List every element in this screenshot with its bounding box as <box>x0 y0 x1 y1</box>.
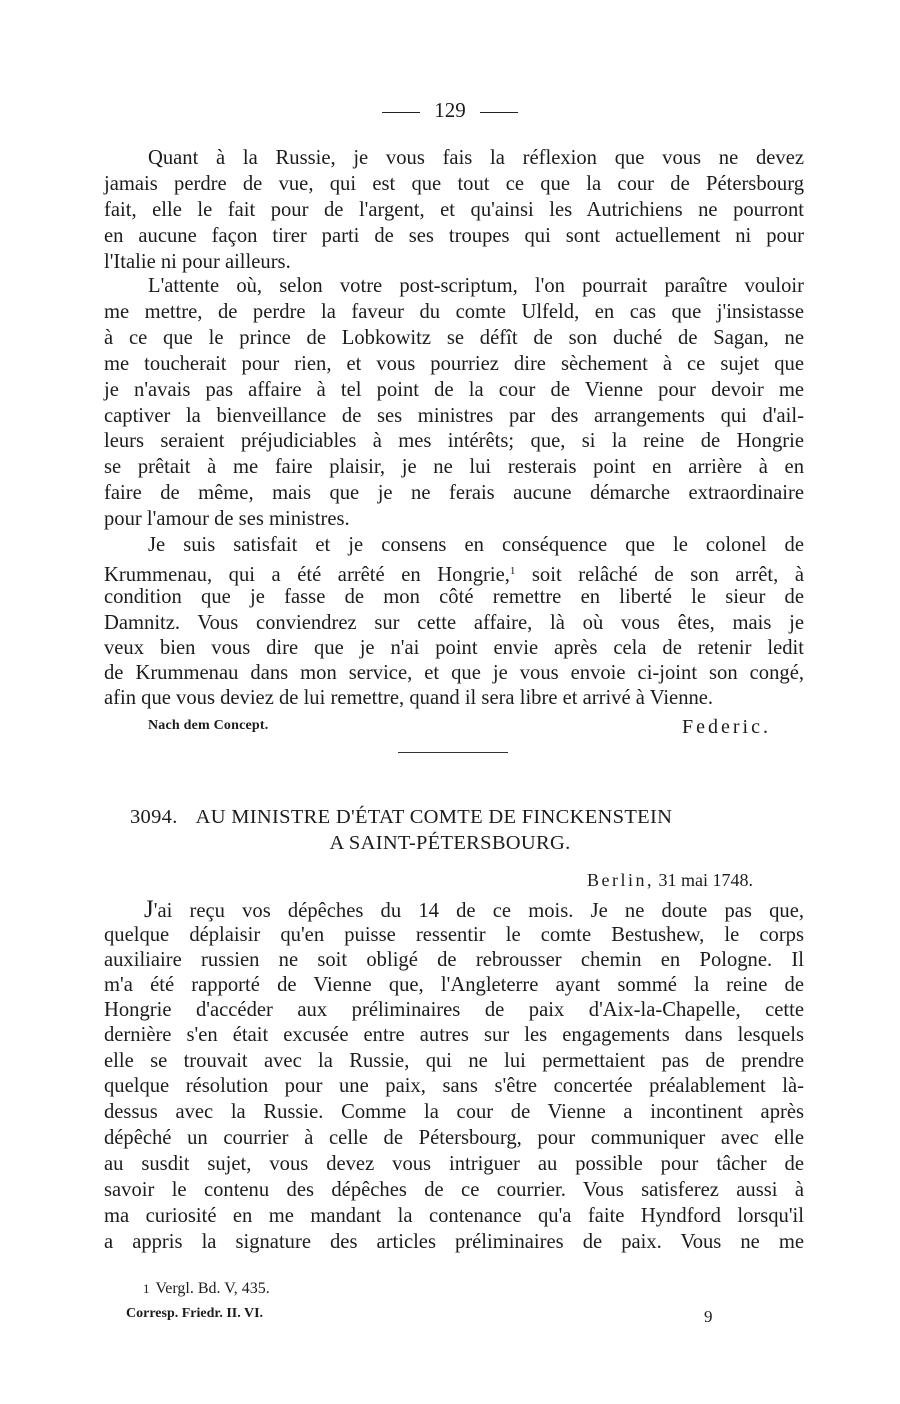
text-line: elle se trouvait avec la Russie, qui ne lui permettaient pas de prendre <box>104 1050 804 1072</box>
page-header <box>0 98 900 123</box>
text-line: captiver la bienveillance de ses ministres par des arrangements qui d'ail- <box>104 405 804 427</box>
text-fragment: 'ai reçu vos dépêches du 14 de ce mois. Je ne doute pas que, <box>153 900 804 922</box>
text-line: fait, elle le fait pour de l'argent, et qu'ainsi les Autrichiens ne pourront <box>104 199 804 221</box>
text-line: je n'avais pas affaire à tel point de la cour de Vienne pour devoir me <box>104 379 804 401</box>
letter-signature: Federic. <box>682 716 771 738</box>
text-line: quelque résolution pour une paix, sans s'être concertée préalablement là- <box>104 1075 804 1097</box>
footnote-text: Vergl. Bd. V, 435. <box>155 1280 270 1297</box>
text-line: ma curiosité en me mandant la contenance qu'a faite Hyndford lorsqu'il <box>104 1205 804 1227</box>
text-line: m'a été rapporté de Vienne que, l'Angleterre ayant sommé la reine de <box>104 974 804 996</box>
section-divider <box>398 752 508 753</box>
text-line: Damnitz. Vous conviendrez sur cette affaire, là où vous êtes, mais je <box>104 612 804 634</box>
text-line: de Krummenau dans mon service, et que je vous envoie ci-joint son congé, <box>104 662 804 684</box>
drop-cap: J <box>144 896 154 923</box>
text-line: en aucune façon tirer parti de ses troupes qui sont actuellement ni pour <box>104 225 804 247</box>
text-line: dernière s'en était excusée entre autres sur les engagements dans lesquels <box>104 1024 804 1046</box>
letter-title-line1: AU MINISTRE D'ÉTAT COMTE DE FINCKENSTEIN <box>195 806 673 828</box>
printer-signature-mark: Corresp. Friedr. II. VI. <box>126 1306 264 1321</box>
text-line: dessus avec la Russie. Comme la cour de Vienne a incontinent après <box>104 1101 804 1123</box>
footnote-mark: 1 <box>143 1281 150 1296</box>
footnote <box>143 1280 270 1298</box>
text-line: condition que je fasse de mon côté remettre en liberté le sieur de <box>104 586 804 608</box>
text-fragment: soit relâché de son arrêt, à <box>515 564 804 586</box>
text-line: au susdit sujet, vous devez vous intriguer au possible pour tâcher de <box>104 1153 804 1175</box>
text-line: se prêtait à me faire plaisir, je ne lui resterais point en arrière à en <box>104 456 804 478</box>
text-line: Quant à la Russie, je vous fais la réflexion que vous ne devez <box>148 147 804 169</box>
text-line: pour l'amour de ses ministres. <box>104 508 350 530</box>
text-line: veux bien vous dire que je n'ai point envie après cela de retenir ledit <box>104 637 804 659</box>
text-line: quelque déplaisir qu'en puisse ressentir le comte Bestushew, le corps <box>104 924 804 946</box>
text-line: afin que vous deviez de lui remettre, quand il sera libre et arrivé à Vienne. <box>104 687 714 709</box>
footnote-reference[interactable]: 1 <box>509 565 516 577</box>
text-line: a appris la signature des articles préliminaires de paix. Vous ne me <box>104 1231 804 1253</box>
letter-title-line2: A SAINT-PÉTERSBOURG. <box>329 832 571 854</box>
text-line: auxiliaire russien ne soit obligé de rebrousser chemin en Pologne. Il <box>104 949 804 971</box>
text-line: me toucherait pour rien, et vous pourriez dire sèchement à ce sujet que <box>104 353 804 375</box>
text-line: dépêché un courrier à celle de Pétersbourg, pour communiquer avec elle <box>104 1127 804 1149</box>
text-line-with-dropcap <box>144 897 804 923</box>
dateline <box>587 870 753 891</box>
sheet-number: 9 <box>704 1307 713 1326</box>
page-number: 129 <box>434 98 466 122</box>
letter-number: 3094. <box>130 806 178 828</box>
text-line-with-footnote <box>104 558 804 584</box>
text-line: Hongrie d'accéder aux préliminaires de paix d'Aix-la-Chapelle, cette <box>104 999 804 1021</box>
header-dash-right <box>480 112 518 113</box>
date-value: 31 mai 1748. <box>658 870 753 890</box>
date-place: Berlin, <box>587 870 654 890</box>
text-line: Je suis satisfait et je consens en conséquence que le colonel de <box>148 534 804 556</box>
text-line: jamais perdre de vue, qui est que tout ce que la cour de Pétersbourg <box>104 173 804 195</box>
header-dash-left <box>382 112 420 113</box>
source-note: Nach dem Concept. <box>148 718 269 733</box>
text-line: savoir le contenu des dépêches de ce courrier. Vous satisferez aussi à <box>104 1179 804 1201</box>
text-fragment: Krummenau, qui a été arrêté en Hongrie, <box>104 564 510 586</box>
text-line: l'Italie ni pour ailleurs. <box>104 251 291 273</box>
text-line: leurs seraient préjudiciables à mes intérêts; que, si la reine de Hongrie <box>104 430 804 452</box>
text-line: faire de même, mais que je ne ferais aucune démarche extraordinaire <box>104 482 804 504</box>
letter-heading <box>130 806 672 829</box>
text-line: me mettre, de perdre la faveur du comte Ulfeld, en cas que j'insistasse <box>104 301 804 323</box>
text-line: à ce que le prince de Lobkowitz se défît de son duché de Sagan, ne <box>104 327 804 349</box>
text-line: L'attente où, selon votre post-scriptum, l'on pourrait paraître vouloir <box>148 275 804 297</box>
